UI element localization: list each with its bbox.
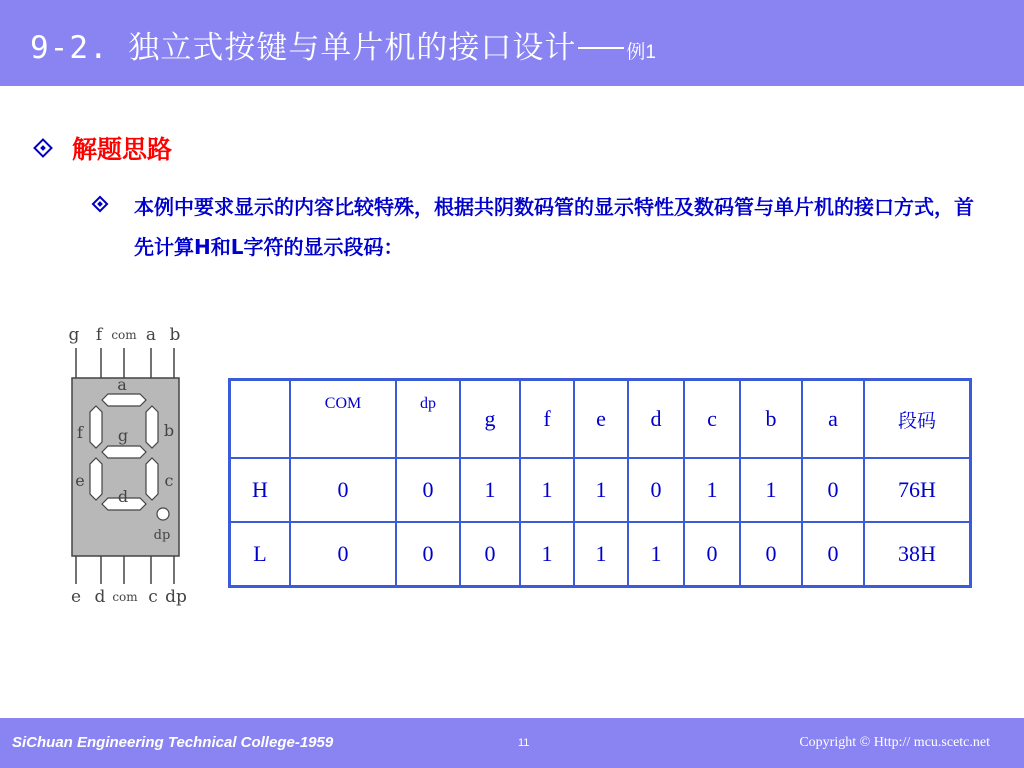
table-cell: 1 [520, 458, 574, 522]
segment-dp [157, 508, 169, 520]
table-cell: 1 [520, 522, 574, 587]
pin-label-top-4: a [145, 325, 157, 345]
diamond-bullet-icon [92, 196, 109, 213]
section-heading: 解题思路 [72, 135, 173, 164]
table-cell: 0 [684, 522, 740, 587]
title-bar [0, 0, 1024, 86]
body-text: 本例中要求显示的内容比较特殊，根据共阴数码管的显示特性及数码管与单片机的接口方式，首先计算H和L字符的显示段码： [134, 195, 974, 259]
table-cell: 0 [740, 522, 802, 587]
table-cell: 0 [396, 458, 460, 522]
table-cell: 1 [574, 458, 628, 522]
segment-c [146, 458, 158, 500]
table-header-cell: e [574, 380, 628, 459]
table-cell: 0 [802, 458, 864, 522]
pin-label-bottom-2: d [94, 587, 106, 607]
pin-label-bottom-1: e [70, 587, 82, 607]
pin-label-bottom-3: com [112, 590, 138, 604]
table-cell: L [230, 522, 291, 587]
segment-label-d: d [117, 487, 129, 506]
footer-college: SiChuan Engineering Technical College-1959 [12, 734, 334, 751]
table-cell: 1 [740, 458, 802, 522]
table-cell: 76H [864, 458, 971, 522]
segment-label-g: g [117, 426, 129, 445]
table-cell: 1 [574, 522, 628, 587]
diamond-bullet-icon [33, 138, 53, 158]
table-cell: 38H [864, 522, 971, 587]
pin-label-bottom-4: c [148, 587, 158, 607]
segment-label-c: c [164, 471, 174, 490]
pin-label-top-3: com [111, 328, 137, 342]
segment-label-b: b [163, 421, 175, 440]
title-suffix: 例1 [626, 42, 656, 63]
table-header-cell: c [684, 380, 740, 459]
table-header-cell: f [520, 380, 574, 459]
seven-segment-diagram [60, 318, 200, 618]
table-cell: 0 [396, 522, 460, 587]
segment-code-table [228, 378, 972, 588]
page-number: 11 [518, 737, 530, 749]
segment-label-f: f [77, 423, 83, 442]
table-cell: 0 [460, 522, 520, 587]
seven-segment-svg [60, 318, 200, 618]
table-header-cell: 段码 [864, 380, 971, 459]
segment-b [146, 406, 158, 448]
table-row [230, 522, 971, 587]
table-header-cell: COM [290, 380, 396, 459]
table-header-cell [230, 380, 291, 459]
title-dash [578, 47, 624, 49]
segment-a [102, 394, 146, 406]
heading-bullet [36, 130, 172, 166]
footer-bar [0, 718, 1024, 768]
table-cell: H [230, 458, 291, 522]
table-cell: 1 [628, 522, 684, 587]
segment-label-dp: dp [153, 528, 171, 543]
table-cell: 0 [628, 458, 684, 522]
footer-copyright: Copyright © Http:// mcu.scetc.net [799, 735, 990, 750]
table-header-row [230, 380, 971, 459]
table-header-cell: a [802, 380, 864, 459]
table-cell: 0 [290, 522, 396, 587]
table-cell: 1 [460, 458, 520, 522]
table-header-cell: g [460, 380, 520, 459]
segment-e [90, 458, 102, 500]
pin-label-bottom-5: dp [165, 587, 187, 607]
table-header-cell: dp [396, 380, 460, 459]
table-cell: 0 [802, 522, 864, 587]
table-cell: 0 [290, 458, 396, 522]
segment-g [102, 446, 146, 458]
segment-label-e: e [75, 471, 85, 490]
segment-label-a: a [117, 375, 127, 394]
table-row [230, 458, 971, 522]
table-header-cell: b [740, 380, 802, 459]
pin-label-top-2: f [95, 325, 103, 345]
title-main: 9-2. 独立式按键与单片机的接口设计 [30, 30, 577, 66]
table-header-cell: d [628, 380, 684, 459]
body-bullet [94, 187, 974, 267]
pin-label-top-5: b [169, 325, 181, 345]
segment-f [90, 406, 102, 448]
table-cell: 1 [684, 458, 740, 522]
slide-title [30, 22, 656, 67]
pin-label-top-1: g [68, 325, 80, 345]
